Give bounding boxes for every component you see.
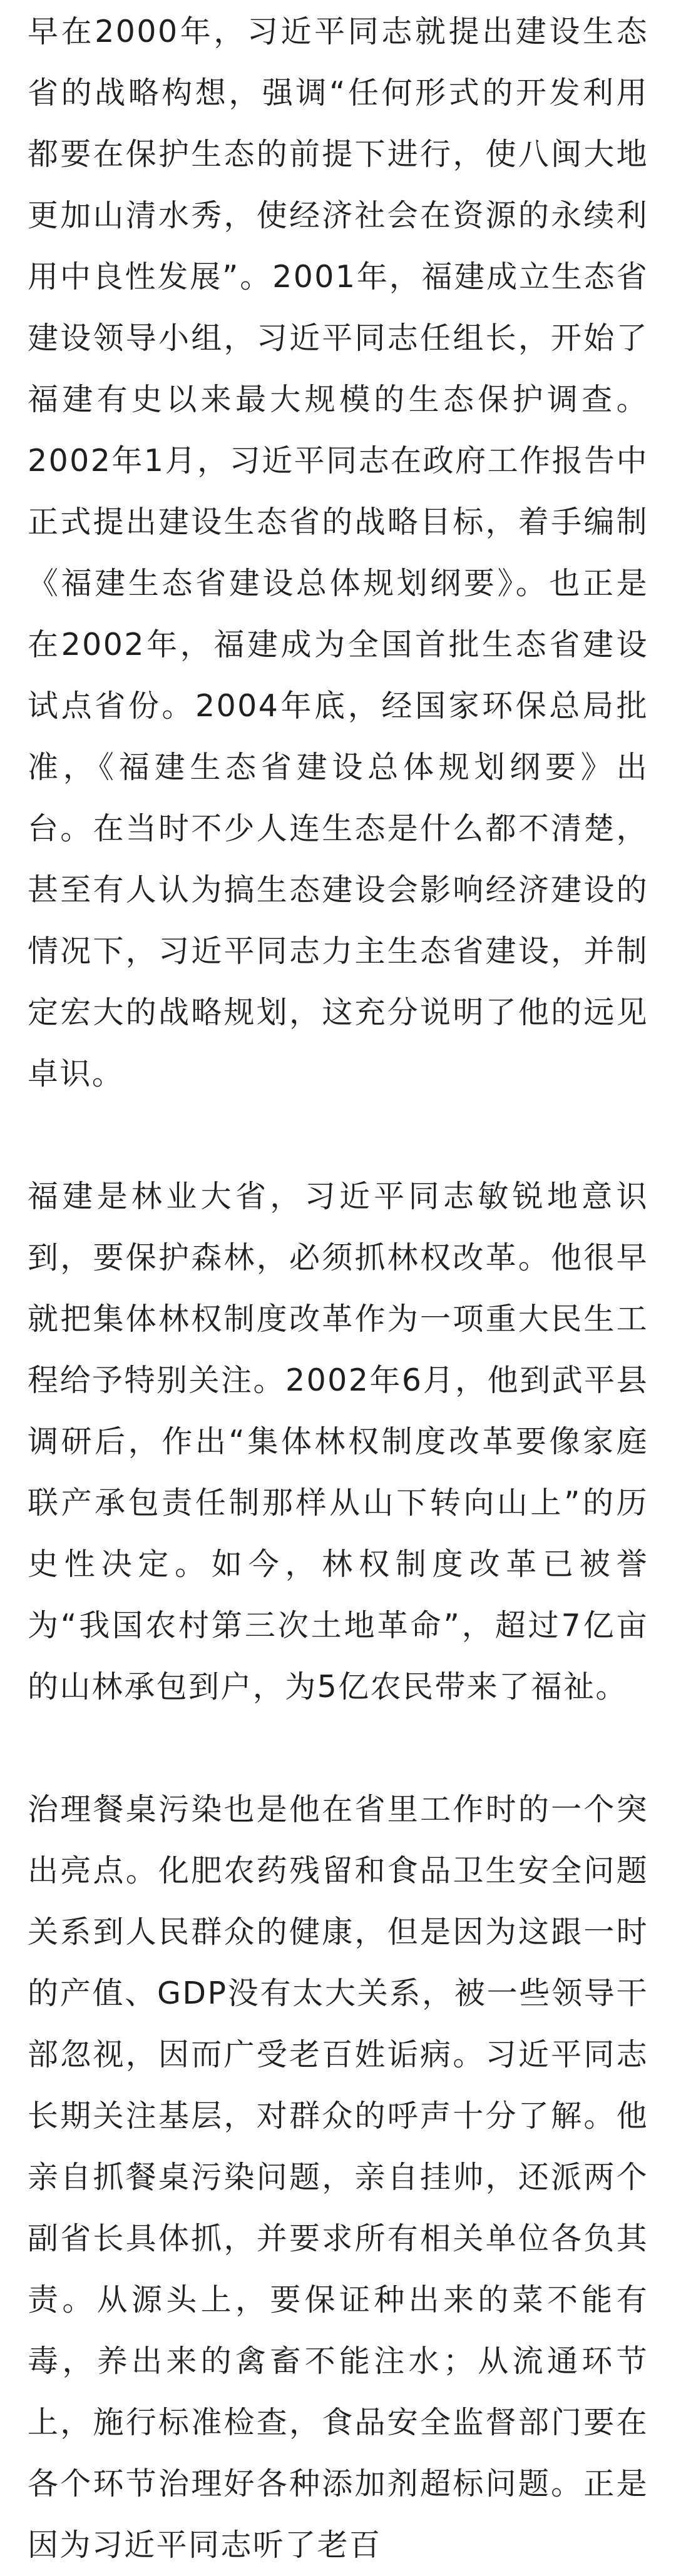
paragraph-forest-reform: 福建是林业大省，习近平同志敏锐地意识到，要保护森林，必须抓林权改革。他很早就把集体林权制度改革作为一项重大民生工程给予特别关注。2002年6月，他到武平县调研后，作出“集体林权制度改革要像家庭联产承包责任制那样从山下转向山上”的历史性决定。如今，林权制度改革已被誉为“我国农村第三次土地革命”，超过7亿亩的山林承包到户，为5亿农民带来了福祉。	[28, 1179, 648, 1705]
paragraph-food-safety: 治理餐桌污染也是他在省里工作时的一个突出亮点。化肥农药残留和食品卫生安全问题关系到人民群众的健康，但是因为这跟一时的产值、GDP没有太大关系，被一些领导干部忽视，因而广受老百姓诟病。习近平同志长期关注基层，对群众的呼声十分了解。他亲自抓餐桌污染问题，亲自挂帅，还派两个副省长具体抓，并要求所有相关单位各负其责。从源头上，要保证种出来的菜不能有毒，养出来的禽畜不能注水；从流通环节上，施行标准检查，食品安全监督部门要在各个环节治理好各种添加剂超标问题。正是因为习近平同志听了老百	[28, 1792, 648, 2563]
paragraph-eco-province: 早在2000年，习近平同志就提出建设生态省的战略构想，强调“任何形式的开发利用都要在保护生态的前提下进行，使八闽大地更加山清水秀，使经济社会在资源的永续利用中良性发展”。2001年，福建成立生态省建设领导小组，习近平同志任组长，开始了福建有史以来最大规模的生态保护调查。2002年1月，习近平同志在政府工作报告中正式提出建设生态省的战略目标，着手编制《福建生态省建设总体规划纲要》。也正是在2002年，福建成为全国首批生态省建设试点省份。2004年底，经国家环保总局批准，《福建生态省建设总体规划纲要》出台。在当时不少人连生态是什么都不清楚，甚至有人认为搞生态建设会影响经济建设的情况下，习近平同志力主生态省建设，并制定宏大的战略规划，这充分说明了他的远见卓识。	[28, 14, 648, 1092]
